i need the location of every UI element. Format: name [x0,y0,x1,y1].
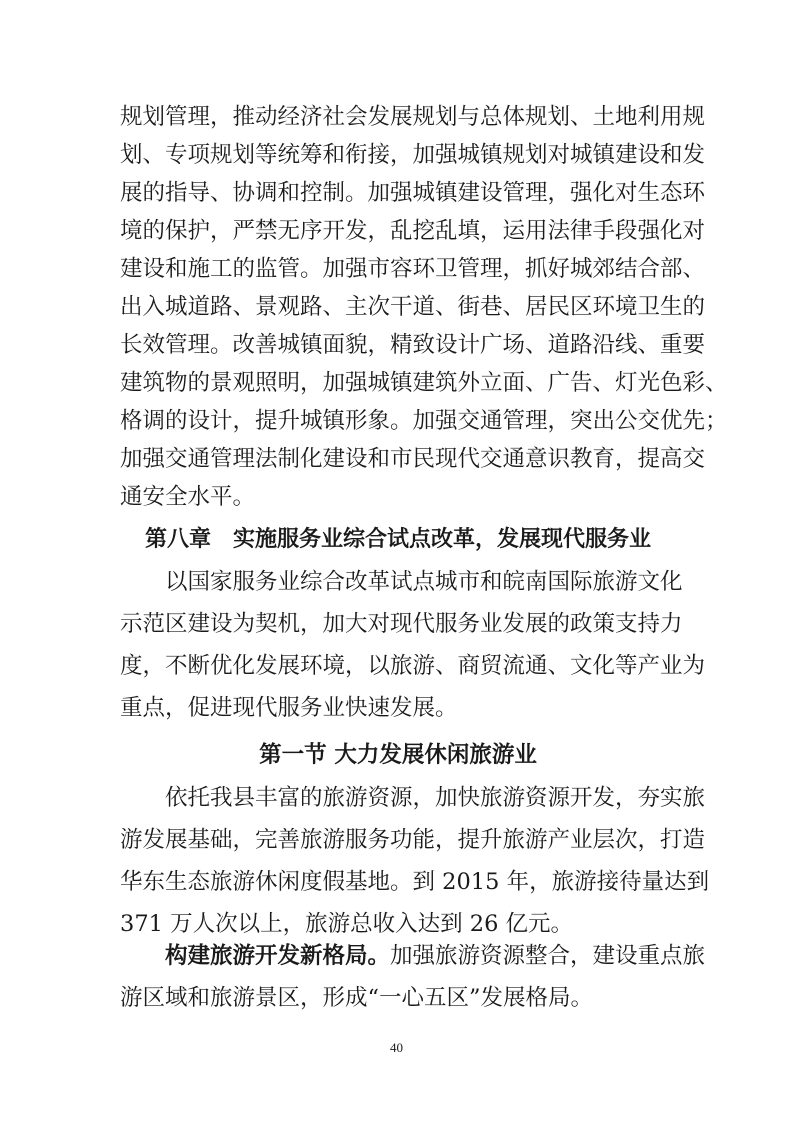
paragraph-1-line: 长效管理。改善城镇面貌，精致设计广场、道路沿线、重要 [120,332,706,358]
paragraph-1-line: 建设和施工的监管。加强市容环卫管理，抓好城郊结合部、 [120,256,706,282]
paragraph-2-line: 以国家服务业综合改革试点城市和皖南国际旅游文化 [165,569,683,595]
paragraph-1-line: 境的保护，严禁无序开发，乱挖乱填，运用法律手段强化对 [120,218,706,244]
paragraph-1-line: 建筑物的景观照明，加强城镇建筑外立面、广告、灯光色彩、 [120,370,728,396]
paragraph-1-line: 划、专项规划等统筹和衔接，加强城镇规划对城镇建设和发 [120,142,706,168]
paragraph-1-line: 加强交通管理法制化建设和市民现代交通意识教育，提高交 [120,446,706,472]
paragraph-4-line [165,940,706,972]
paragraph-3-line: 371 万人次以上，旅游总收入达到 26 亿元。 [120,911,574,937]
chapter-heading: 第八章 实施服务业综合试点改革，发展现代服务业 [144,527,651,552]
section-heading: 第一节 大力发展休闲旅游业 [259,742,537,768]
paragraph-2-line: 重点，促进现代服务业快速发展。 [120,695,458,721]
paragraph-3-line: 华东生态旅游休闲度假基地。到 2015 年，旅游接待量达到 [120,869,710,895]
paragraph-2-line: 度，不断优化发展环境，以旅游、商贸流通、文化等产业为 [120,653,706,679]
paragraph-1-line: 展的指导、协调和控制。加强城镇建设管理，强化对生态环 [120,180,706,206]
paragraph-4-line-rest: 加强旅游资源整合，建设重点旅 [390,943,706,969]
paragraph-4-line: 游区域和旅游景区，形成“一心五区”发展格局。 [120,985,594,1011]
paragraph-2-line: 示范区建设为契机，加大对现代服务业发展的政策支持力 [120,611,683,637]
paragraph-4-bold-lead: 构建旅游开发新格局。 [165,943,391,969]
paragraph-1-line: 规划管理，推动经济社会发展规划与总体规划、土地利用规 [120,104,706,130]
paragraph-1-line: 格调的设计，提升城镇形象。加强交通管理，突出公交优先； [120,408,728,434]
paragraph-1-line: 出入城道路、景观路、主次干道、街巷、居民区环境卫生的 [120,294,706,320]
paragraph-3-line: 游发展基础，完善旅游服务功能，提升旅游产业层次，打造 [120,827,706,853]
paragraph-1-line: 通安全水平。 [120,484,256,510]
paragraph-3-line: 依托我县丰富的旅游资源，加快旅游资源开发，夯实旅 [165,785,706,811]
page-number: 40 [390,1040,403,1055]
